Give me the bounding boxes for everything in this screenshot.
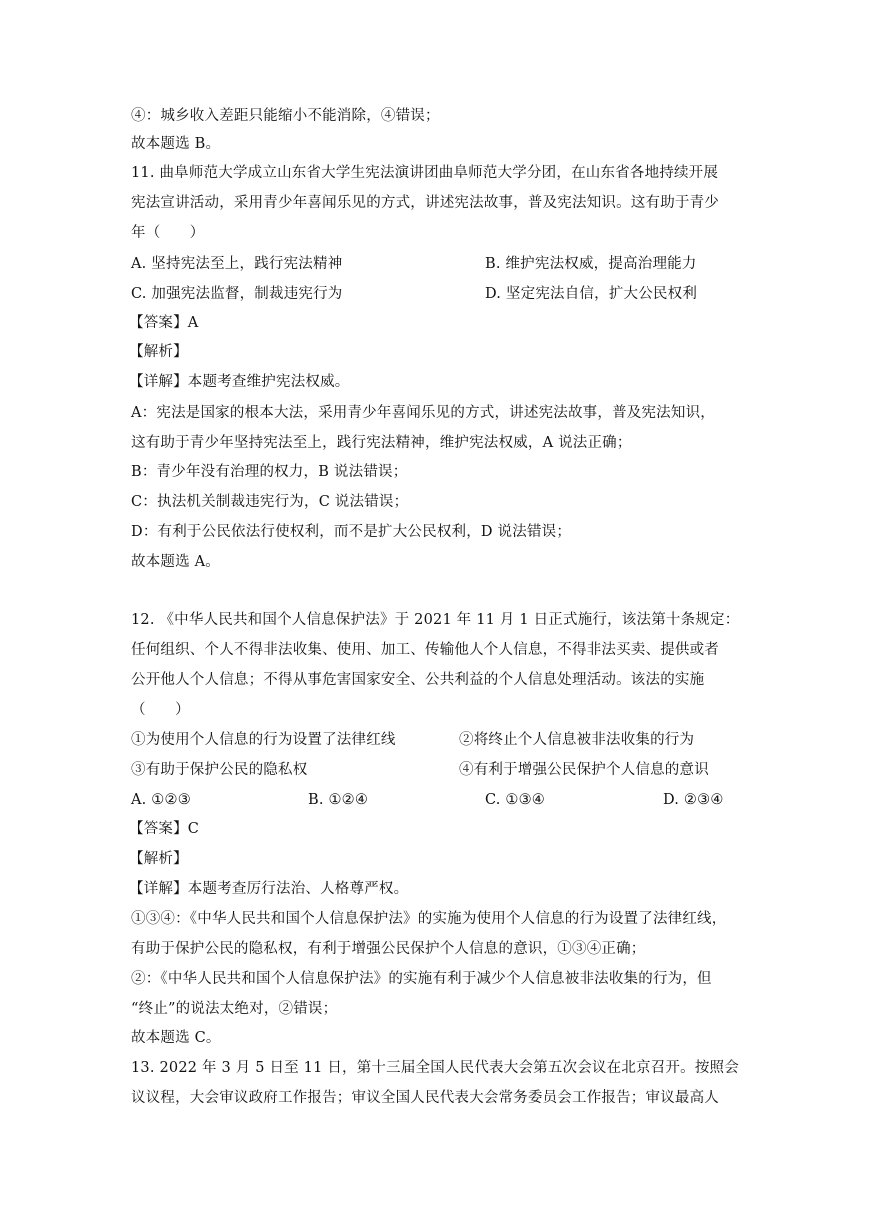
- q12-statement-4: ④有利于增强公民保护个人信息的意识: [459, 762, 709, 778]
- q11-analysis-d: D：有利于公民依法行使权利，而不是扩大公民权利，D 说法错误；: [131, 524, 572, 540]
- q11-stem-line-1: 11. 曲阜师范大学成立山东省大学生宪法演讲团曲阜师范大学分团，在山东省各地持续开展: [131, 165, 719, 181]
- q12-conclusion: 故本题选 C。: [131, 1030, 221, 1046]
- q11-analysis-b: B：青少年没有治理的权力，B 说法错误；: [131, 464, 408, 480]
- q12-statement-1: ①为使用个人信息的行为设置了法律红线: [131, 732, 396, 748]
- prev-conclusion: 故本题选 B。: [131, 136, 221, 152]
- q12-analysis-134-line-1: ①③④：《中华人民共和国个人信息保护法》的实施为使用个人信息的行为设置了法律红线，: [131, 911, 727, 927]
- q11-conclusion: 故本题选 A。: [131, 554, 220, 570]
- q12-stem-line-4: （ ）: [131, 702, 190, 718]
- q12-analysis-heading: 【解析】: [129, 851, 188, 867]
- q12-analysis-2-line-1: ②：《中华人民共和国个人信息保护法》的实施有利于减少个人信息被非法收集的行为，但: [131, 971, 712, 987]
- q11-detail-heading: 【详解】本题考查维护宪法权威。: [129, 374, 350, 390]
- q12-stem-line-3: 公开他人个人信息；不得从事危害国家安全、公共利益的个人信息处理活动。该法的实施: [131, 672, 705, 688]
- q12-answer: 【答案】C: [129, 821, 200, 837]
- q12-detail-heading: 【详解】本题考查厉行法治、人格尊严权。: [129, 881, 409, 897]
- prev-analysis-line: ④：城乡收入差距只能缩小不能消除，④错误；: [131, 108, 440, 124]
- q11-analysis-a-line-1: A：宪法是国家的根本大法，采用青少年喜闻乐见的方式，讲述宪法故事，普及宪法知识，: [131, 405, 715, 421]
- q11-option-c: C. 加强宪法监督，制裁违宪行为: [131, 286, 343, 302]
- q11-stem-line-3: 年（ ）: [131, 225, 205, 241]
- q12-stem-line-1: 12. 《中华人民共和国个人信息保护法》于 2021 年 11 月 1 日正式施行，该法第十条规定：: [131, 612, 740, 628]
- q11-option-b: B. 维护宪法权威，提高治理能力: [485, 256, 697, 272]
- q11-analysis-a-line-2: 这有助于青少年坚持宪法至上，践行宪法精神，维护宪法权威，A 说法正确；: [131, 435, 632, 451]
- q12-option-a: A. ①②③: [131, 792, 191, 808]
- q13-stem-line-1: 13. 2022 年 3 月 5 日至 11 日，第十三届全国人民代表大会第五次会议在北京召开。按照会: [131, 1060, 739, 1076]
- q11-option-a: A. 坚持宪法至上，践行宪法精神: [131, 256, 343, 272]
- q12-statement-2: ②将终止个人信息被非法收集的行为: [459, 732, 695, 748]
- q13-stem-line-2: 议议程，大会审议政府工作报告；审议全国人民代表大会常务委员会工作报告；审议最高人: [131, 1090, 719, 1106]
- q11-analysis-heading: 【解析】: [129, 344, 188, 360]
- q12-analysis-2-line-2: “终止”的说法太绝对，②错误；: [131, 1001, 338, 1017]
- q12-analysis-134-line-2: 有助于保护公民的隐私权，有利于增强公民保护个人信息的意识，①③④正确；: [131, 941, 646, 957]
- q12-statement-3: ③有助于保护公民的隐私权: [131, 762, 308, 778]
- q12-option-b: B. ①②④: [308, 792, 369, 808]
- q11-stem-line-2: 宪法宣讲活动，采用青少年喜闻乐见的方式，讲述宪法故事，普及宪法知识。这有助于青少: [131, 195, 719, 211]
- q12-stem-line-2: 任何组织、个人不得非法收集、使用、加工、传输他人个人信息，不得非法买卖、提供或者: [131, 642, 719, 658]
- q11-answer: 【答案】A: [129, 315, 199, 331]
- q12-option-d: D. ②③④: [663, 792, 724, 808]
- q12-option-c: C. ①③④: [485, 792, 545, 808]
- q11-option-d: D. 坚定宪法自信，扩大公民权利: [485, 286, 698, 302]
- q11-analysis-c: C：执法机关制裁违宪行为，C 说法错误；: [131, 494, 409, 510]
